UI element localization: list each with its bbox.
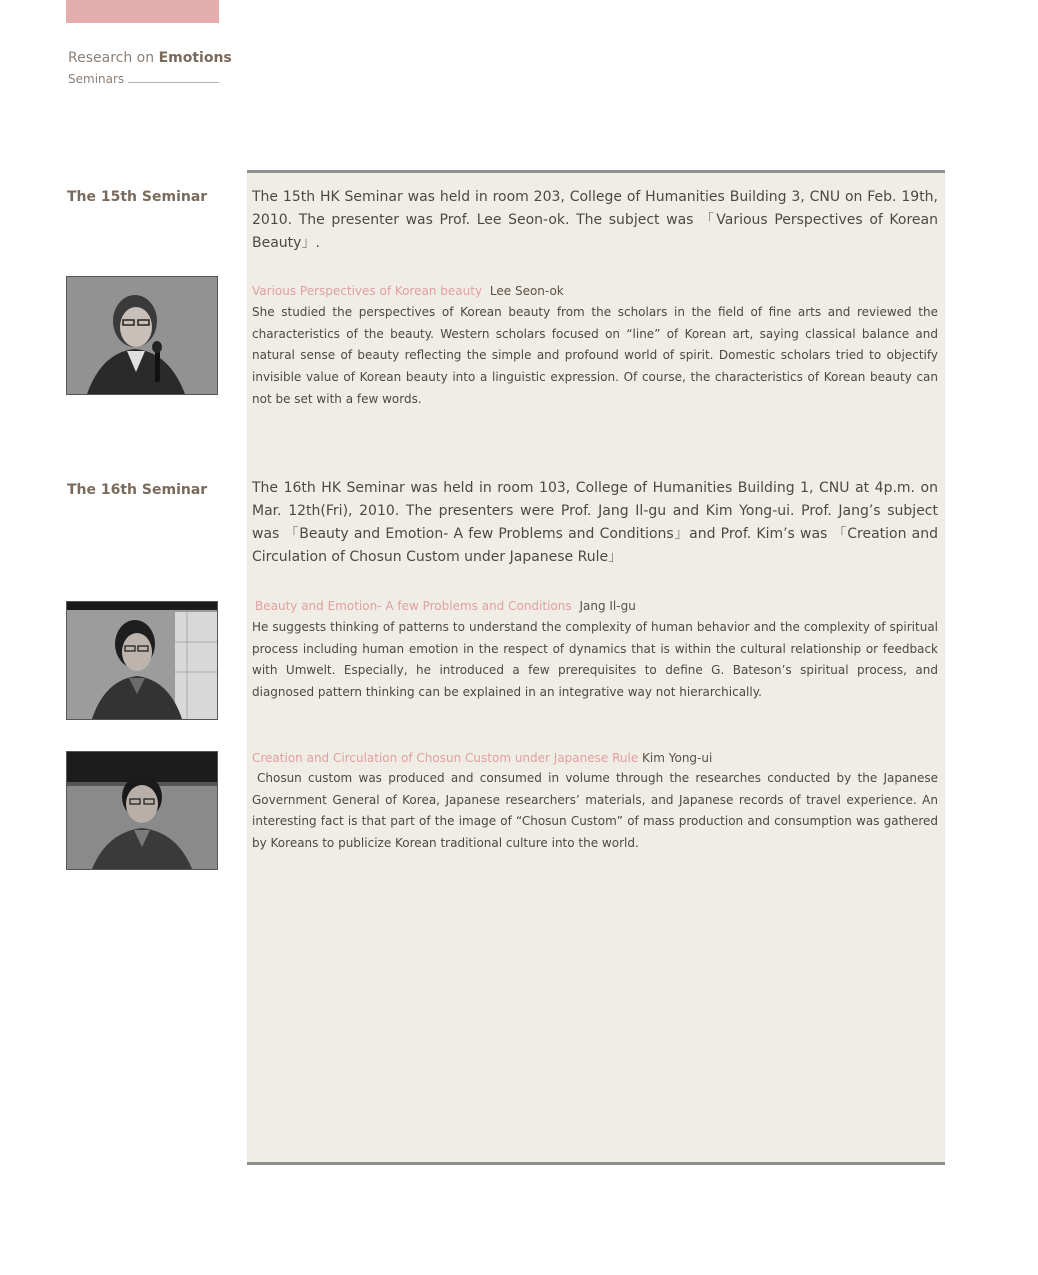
photo-lee-seon-ok	[66, 276, 218, 395]
seminar-16-label: The 16th Seminar	[67, 482, 208, 498]
seminar-16-talk-2-title: Creation and Circulation of Chosun Custom under Japanese Rule	[252, 751, 639, 765]
seminar-16-talk-1-body: He suggests thinking of patterns to understand the complexity of human behavior and the complexity of spiritual process including human emotion in the respect of dynamics that is within the cultural relationship or feedback with Umwelt. Especially, he introduced a few prerequisites to define G. Bateson’s spiritual process, and diagnosed pattern thinking can be explained in an integrative way not hierarchically.	[252, 620, 938, 700]
seminar-15-talk-1-body: She studied the perspectives of Korean beauty from the scholars in the field of fine arts and reviewed the characteristics of the beauty. Western scholars focused on “line” of Korean art, saying classical balance and natural sense of beauty reflecting the simple and profound world of spirit. Domestic scholars tried to objectify invisible value of Korean beauty into a linguistic expression. Of course, the characteristics of Korean beauty can not be set with a few words.	[252, 305, 938, 406]
seminar-15-talk-1-heading	[252, 283, 938, 299]
site-title-prefix: Research on	[68, 50, 159, 66]
site-title-emphasis: Emotions	[158, 50, 232, 66]
header-divider	[128, 82, 219, 83]
site-title	[68, 50, 232, 66]
seminar-16-talk-1-speaker: Jang Il-gu	[579, 599, 636, 613]
seminar-16-talk-1-heading	[252, 598, 938, 614]
seminar-16-talk-2-speaker: Kim Yong-ui	[642, 751, 713, 765]
seminar-15-label: The 15th Seminar	[67, 189, 208, 205]
seminar-15-intro: The 15th HK Seminar was held in room 203, College of Humanities Building 3, CNU on Feb. 19th, 2010. The presenter was Prof. Lee Seon-ok. The subject was 「Various Perspectives of Korean Beauty」.	[252, 189, 938, 251]
header-color-bar	[66, 0, 219, 23]
photo-jang-il-gu	[66, 601, 218, 720]
seminar-16-talk-1-title: Beauty and Emotion- A few Problems and Conditions	[255, 599, 572, 613]
seminar-15-talk-1-speaker: Lee Seon-ok	[489, 284, 564, 298]
seminar-16-talk-2-heading	[252, 750, 938, 766]
section-subtitle: Seminars	[68, 72, 125, 86]
photo-kim-yong-ui	[66, 751, 218, 870]
seminar-16-talk-2-body: Chosun custom was produced and consumed in volume through the researches conducted by the Japanese Government General of Korea, Japanese researchers’ materials, and Japanese records of travel experience. An interesting fact is that part of the image of “Chosun Custom” of mass production and consumption was gathered by Koreans to publicize Korean traditional culture into the world.	[252, 771, 938, 851]
seminar-15-talk-1-title: Various Perspectives of Korean beauty	[252, 284, 483, 298]
seminar-16-intro: The 16th HK Seminar was held in room 103, College of Humanities Building 1, CNU at 4p.m. on Mar. 12th(Fri), 2010. The presenters were Prof. Jang Il-gu and Kim Yong-ui. Prof. Jang’s subject was 「Beauty and Emotion- A few Problems and Conditions」and Prof. Kim’s was 「Creation and Circulation of Chosun Custom under Japanese Rule」	[252, 480, 938, 565]
